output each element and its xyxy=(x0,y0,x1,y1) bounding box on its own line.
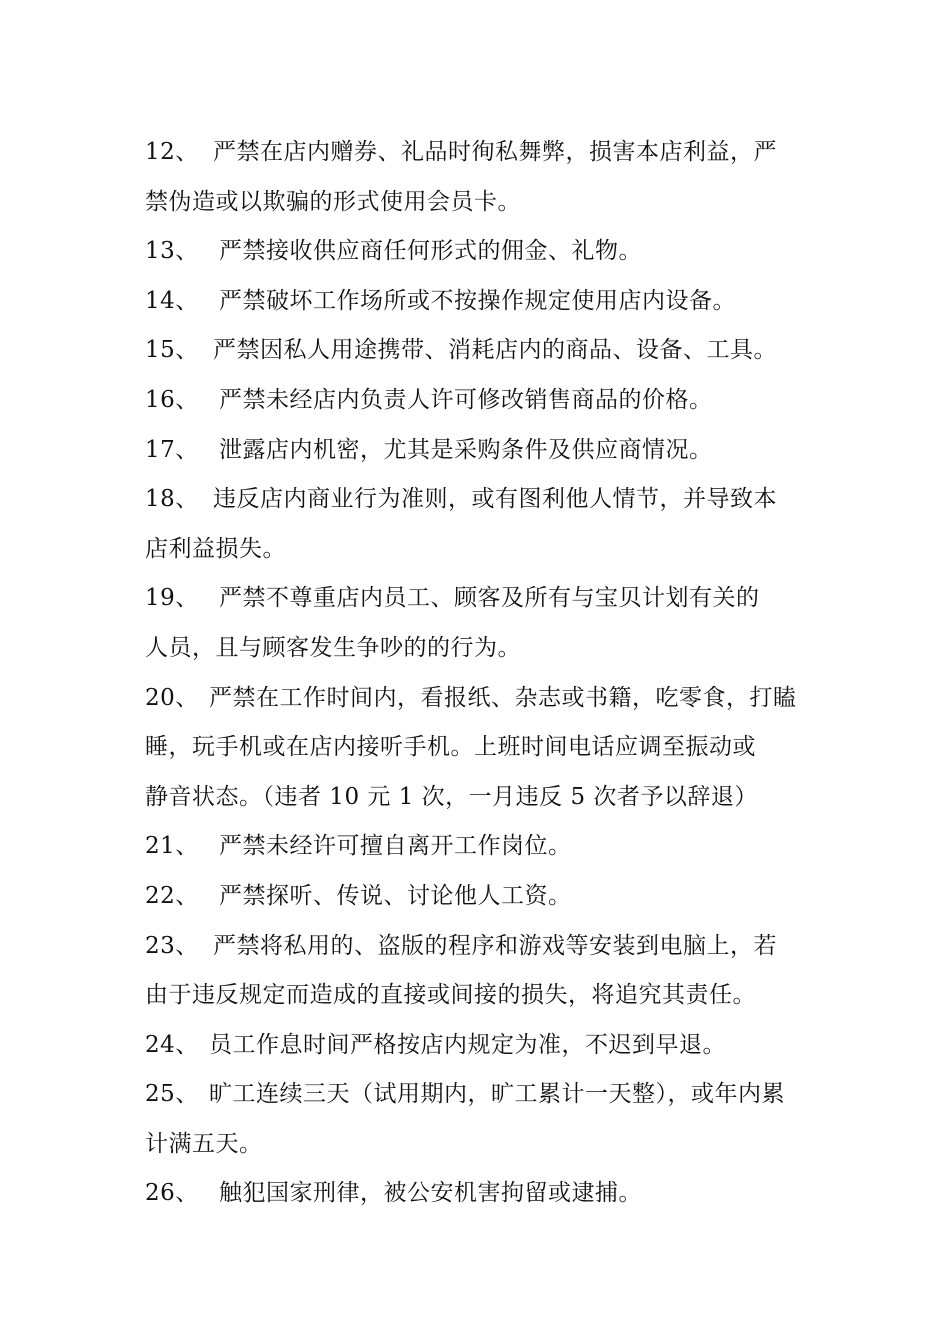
rule-20-line-1 xyxy=(145,674,810,724)
rule-number: 17、 xyxy=(145,436,199,463)
rule-19-line-1 xyxy=(145,574,810,624)
rule-12-line-1 xyxy=(145,128,810,178)
rule-text: 违反店内商业行为准则，或有图利他人情节，并导致本 xyxy=(213,486,777,513)
rule-text: 严禁将私用的、盗版的程序和游戏等安装到电脑上，若 xyxy=(213,932,777,959)
rule-number: 26、 xyxy=(145,1180,199,1207)
rule-22 xyxy=(145,872,810,922)
rule-13 xyxy=(145,227,810,277)
rule-text: 人员，且与顾客发生争吵的的行为。 xyxy=(145,634,521,661)
rule-text: 店利益损失。 xyxy=(145,535,286,562)
rule-23-line-2 xyxy=(145,971,810,1021)
rule-23-line-1 xyxy=(145,922,810,972)
rule-text: 严禁未经许可擅自离开工作岗位。 xyxy=(219,833,572,860)
rule-text: 员工作息时间严格按店内规定为准，不迟到早退。 xyxy=(209,1031,726,1058)
rule-text: 睡，玩手机或在店内接听手机。上班时间电话应调至振动或 xyxy=(145,734,756,761)
rule-text: 禁伪造或以欺骗的形式使用会员卡。 xyxy=(145,188,521,215)
rule-25-line-1 xyxy=(145,1070,810,1120)
rule-number: 18、 xyxy=(145,486,199,513)
rule-17 xyxy=(145,426,810,476)
rule-number: 23、 xyxy=(145,932,199,959)
rule-number: 22、 xyxy=(145,882,199,909)
rule-number: 20、 xyxy=(145,684,199,711)
rule-16 xyxy=(145,376,810,426)
rule-18-line-2 xyxy=(145,525,810,575)
rule-text: 严禁在工作时间内，看报纸、杂志或书籍，吃零食，打瞌 xyxy=(209,684,797,711)
rule-text: 严禁破坏工作场所或不按操作规定使用店内设备。 xyxy=(219,287,736,314)
rule-number: 25、 xyxy=(145,1081,199,1108)
rule-text: 泄露店内机密，尤其是采购条件及供应商情况。 xyxy=(219,436,713,463)
rule-26 xyxy=(145,1169,810,1219)
rule-number: 24、 xyxy=(145,1031,199,1058)
rule-18-line-1 xyxy=(145,475,810,525)
rule-19-line-2 xyxy=(145,624,810,674)
rule-15 xyxy=(145,326,810,376)
rule-number: 21、 xyxy=(145,833,199,860)
rule-20-line-3 xyxy=(145,773,810,823)
rule-text: 旷工连续三天（试用期内，旷工累计一天整），或年内累 xyxy=(209,1081,785,1108)
rule-number: 12、 xyxy=(145,139,199,165)
rule-text: 计满五天。 xyxy=(145,1130,263,1157)
rule-21 xyxy=(145,822,810,872)
rule-12-line-2 xyxy=(145,178,810,228)
rule-24 xyxy=(145,1021,810,1071)
rule-text: 静音状态。（违者 10 元 1 次，一月违反 5 次者予以辞退） xyxy=(145,783,758,810)
rule-text: 严禁不尊重店内员工、顾客及所有与宝贝计划有关的 xyxy=(219,585,760,612)
rule-number: 16、 xyxy=(145,386,199,413)
rule-number: 14、 xyxy=(145,287,199,314)
rule-text: 触犯国家刑律，被公安机害拘留或逮捕。 xyxy=(219,1180,642,1207)
rule-text: 严禁探听、传说、讨论他人工资。 xyxy=(219,882,572,909)
rule-text: 严禁未经店内负责人许可修改销售商品的价格。 xyxy=(219,386,713,413)
rule-20-line-2 xyxy=(145,723,810,773)
rule-number: 13、 xyxy=(145,238,199,265)
rule-25-line-2 xyxy=(145,1120,810,1170)
rule-text: 严禁接收供应商任何形式的佣金、礼物。 xyxy=(219,238,642,265)
rule-number: 15、 xyxy=(145,337,199,364)
rule-text: 严禁在店内赠券、礼品时徇私舞弊，损害本店利益，严 xyxy=(213,139,777,165)
rule-number: 19、 xyxy=(145,585,199,612)
rule-14 xyxy=(145,277,810,327)
rules-list xyxy=(145,128,810,1219)
rule-text: 由于违反规定而造成的直接或间接的损失，将追究其责任。 xyxy=(145,982,756,1009)
rule-text: 严禁因私人用途携带、消耗店内的商品、设备、工具。 xyxy=(213,337,777,364)
